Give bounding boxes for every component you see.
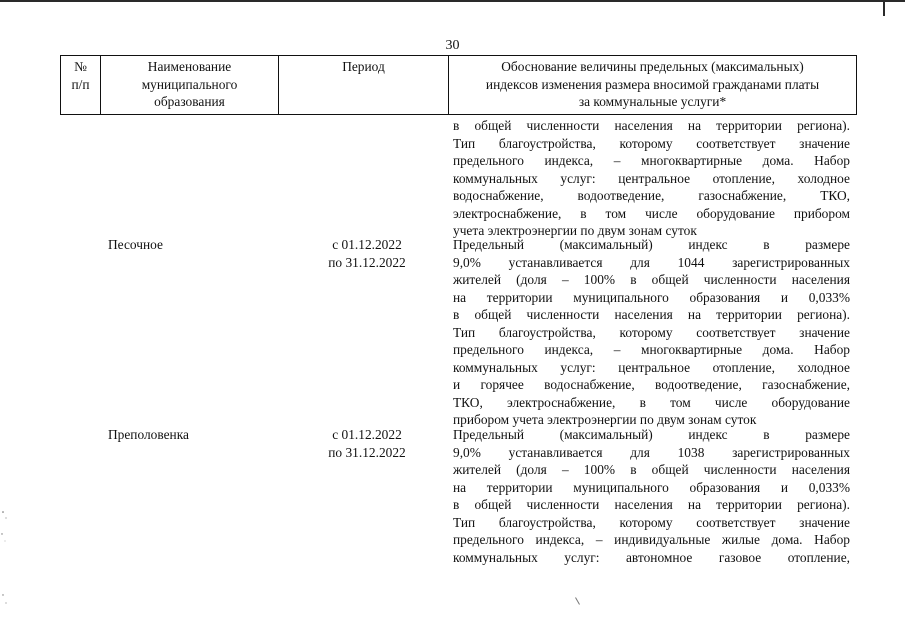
basis-line: прибором учета электроэнергии по двум зонам суток [453, 412, 757, 427]
basis-line: коммунальных услуг: центральное отопление, холодное [453, 359, 850, 375]
municipality-name: Преполовенка [108, 427, 189, 442]
basis-line: 9,0% устанавливается для 1038 зарегистрированных [453, 444, 850, 460]
header-name-line: муниципального [141, 76, 238, 92]
basis-line: Тип благоустройства, которому соответствует значение [453, 135, 850, 151]
basis-text [453, 236, 850, 429]
basis-line: Предельный (максимальный) индекс в размере [453, 427, 850, 442]
basis-text [453, 426, 850, 566]
header-basis [449, 56, 857, 115]
basis-line: водоснабжение, водоотведение, газоснабжение, ТКО, [453, 188, 850, 203]
basis-line: коммунальных услуг: центральное отопление, холодное [453, 170, 850, 186]
header-period-line: Период [342, 59, 385, 74]
basis-text [453, 117, 850, 240]
basis-line: Предельный (максимальный) индекс в размере [453, 237, 850, 252]
basis-line: жителей (доля – 100% в общей численности населения [453, 462, 850, 477]
basis-line: учета электроэнергии по двум зонам суток [453, 223, 697, 238]
header-name-line: образования [154, 94, 225, 109]
header-number-line: № [74, 59, 87, 74]
basis-line: ТКО, электроснабжение, в том числе оборудование [453, 394, 850, 410]
header-period [279, 56, 449, 115]
period [308, 236, 426, 271]
basis-line: в общей численности населения на территории региона). [453, 307, 850, 322]
basis-line: электроснабжение, в том числе оборудование прибором [453, 205, 850, 221]
municipality-name: Песочное [108, 237, 163, 252]
header-basis-line: индексов изменения размера вносимой гражданами платы [485, 76, 820, 92]
page-number: 30 [445, 38, 460, 53]
basis-line: жителей (доля – 100% в общей численности населения [453, 272, 850, 287]
header-number-line: п/п [71, 76, 90, 92]
header-number [61, 56, 101, 115]
basis-line: и горячее водоснабжение, водоотведение, газоснабжение, [453, 377, 850, 392]
basis-line: коммунальных услуг: автономное газовое отопление, [453, 549, 850, 565]
basis-line: предельного индекса, – многоквартирные дома. Набор [453, 342, 850, 357]
header-name-line: Наименование [147, 59, 232, 74]
basis-line: Тип благоустройства, которому соответствует значение [453, 514, 850, 530]
basis-line: 9,0% устанавливается для 1044 зарегистрированных [453, 254, 850, 270]
table-header [60, 55, 857, 115]
header-basis-line: Обоснование величины предельных (максимальных) [501, 59, 804, 74]
basis-line: в общей численности населения на территории региона). [453, 497, 850, 512]
basis-line: в общей численности населения на территории региона). [453, 118, 850, 133]
basis-line: предельного индекса, – индивидуальные жилые дома. Набор [453, 532, 850, 547]
period-start: с 01.12.2022 [332, 427, 402, 442]
basis-line: предельного индекса, – многоквартирные дома. Набор [453, 153, 850, 168]
scan-border-corner [883, 0, 885, 16]
scan-mark [575, 597, 580, 604]
basis-line: Тип благоустройства, которому соответствует значение [453, 324, 850, 340]
basis-line: на территории муниципального образования и 0,033% [453, 289, 850, 305]
scan-border-top [0, 0, 905, 2]
basis-line: на территории муниципального образования и 0,033% [453, 479, 850, 495]
period-end: по 31.12.2022 [328, 444, 406, 460]
period [308, 426, 426, 461]
period-end: по 31.12.2022 [328, 254, 406, 270]
header-basis-line: за коммунальные услуги* [578, 94, 727, 109]
period-start: с 01.12.2022 [332, 237, 402, 252]
header-name [101, 56, 279, 115]
scan-noise [0, 500, 12, 620]
